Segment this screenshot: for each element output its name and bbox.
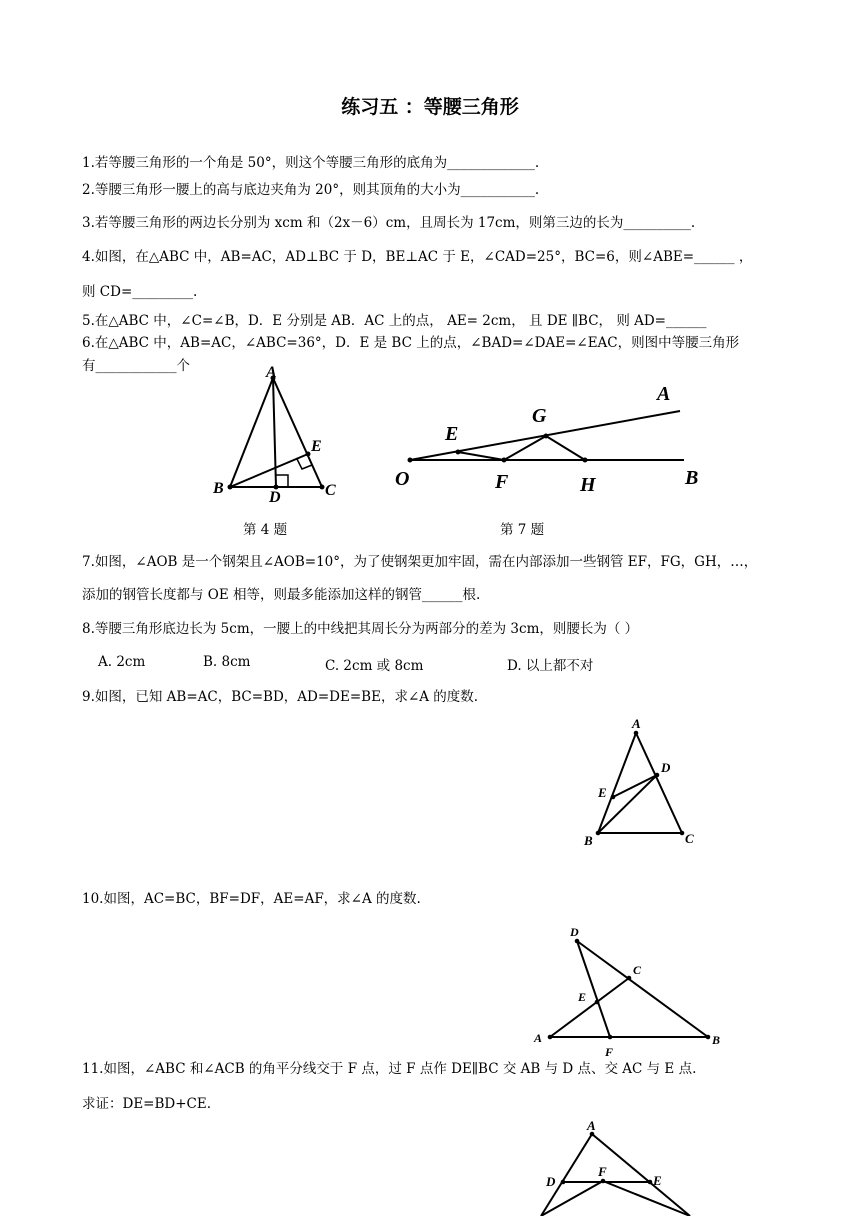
- question-7-line2: 添加的钢管长度都与 OE 相等，则最多能添加这样的钢管______根.: [82, 587, 481, 603]
- fig10-label-e: E: [578, 990, 587, 1004]
- figure-11: [535, 1120, 705, 1216]
- figure-7: [390, 378, 720, 498]
- fig7-label-b: B: [685, 467, 699, 489]
- fig10-label-c: C: [633, 963, 642, 977]
- question-4-line1: 4.如图，在△ABC 中，AB=AC，AD⊥BC 于 D，BE⊥AC 于 E，∠CAD=25°，BC=6，则∠ABE=______ ，: [82, 249, 753, 265]
- figure-4: [210, 362, 350, 506]
- fig9-label-d: D: [661, 760, 671, 775]
- question-7-line1: 7.如图，∠AOB 是一个钢架且∠AOB=10°，为了使钢架更加牢固，需在内部添加一些钢管 EF，FG，GH，…，: [82, 554, 758, 570]
- fig7-label-a: A: [657, 383, 671, 405]
- fig11-label-e: E: [653, 1173, 662, 1188]
- fig10-label-a: A: [534, 1031, 543, 1045]
- fig11-label-d: D: [546, 1174, 556, 1189]
- fig9-label-a: A: [632, 716, 641, 731]
- fig11-label-f: F: [598, 1164, 607, 1179]
- question-5: 5.在△ABC 中，∠C=∠B，D．E 分别是 AB．AC 上的点， AE= 2cm， 且 DE ∥BC， 则 AD=______: [82, 313, 707, 329]
- fig7-label-o: O: [395, 468, 410, 490]
- question-4-line2: 则 CD=_________.: [82, 284, 198, 300]
- figure-10: [525, 920, 725, 1060]
- fig10-label-f: F: [605, 1045, 614, 1059]
- question-2: 2.等腰三角形一腰上的高与底边夹角为 20°，则其顶角的大小为___________.: [82, 182, 540, 198]
- question-3: 3.若等腰三角形的两边长分别为 xcm 和（2x－6）cm，且周长为 17cm，则第三边的长为__________.: [82, 215, 696, 231]
- question-11-line2: 求证：DE=BD+CE.: [82, 1096, 212, 1112]
- fig4-label-a: A: [266, 364, 277, 381]
- fig4-label-d: D: [269, 489, 281, 506]
- q8-option-b: B. 8cm: [203, 654, 251, 670]
- question-9: 9.如图，已知 AB=AC，BC=BD，AD=DE=BE，求∠A 的度数.: [82, 689, 479, 705]
- fig4-label-e: E: [311, 438, 322, 455]
- fig10-label-d: D: [570, 925, 579, 939]
- question-10: 10.如图，AC=BC，BF=DF，AE=AF，求∠A 的度数.: [82, 891, 421, 907]
- fig11-label-a: A: [587, 1118, 596, 1133]
- fig9-label-b: B: [584, 833, 593, 848]
- fig4-label-c: C: [325, 482, 336, 499]
- fig9-label-e: E: [598, 785, 607, 800]
- question-6-line2: 有____________个: [82, 358, 190, 374]
- figure-7-caption: 第 7 题: [500, 522, 545, 538]
- fig10-label-b: B: [712, 1033, 721, 1047]
- question-11-line1: 11.如图，∠ABC 和∠ACB 的角平分线交于 F 点，过 F 点作 DE∥BC 交 AB 与 D 点、交 AC 与 E 点.: [82, 1061, 697, 1077]
- fig4-label-b: B: [213, 480, 224, 497]
- fig7-label-g: G: [532, 405, 547, 427]
- fig7-label-h: H: [580, 474, 596, 496]
- q8-option-a: A. 2cm: [98, 654, 146, 670]
- question-1: 1.若等腰三角形的一个角是 50°，则这个等腰三角形的底角为_____________.: [82, 155, 540, 171]
- question-8: 8.等腰三角形底边长为 5cm，一腰上的中线把其周长分为两部分的差为 3cm，则腰长为（ ）: [82, 621, 639, 637]
- figure-9: [580, 712, 710, 852]
- q8-option-d: D. 以上都不对: [507, 658, 594, 674]
- fig9-label-c: C: [685, 831, 694, 846]
- question-6-line1: 6.在△ABC 中，AB=AC，∠ABC=36°，D．E 是 BC 上的点，∠BAD=∠DAE=∠EAC，则图中等腰三角形: [82, 335, 740, 351]
- fig7-label-e: E: [445, 423, 459, 445]
- figure-4-caption: 第 4 题: [243, 522, 288, 538]
- q8-option-c: C. 2cm 或 8cm: [325, 658, 424, 674]
- fig7-label-f: F: [495, 471, 509, 493]
- page-title: 练习五 ：等腰三角形: [341, 96, 519, 118]
